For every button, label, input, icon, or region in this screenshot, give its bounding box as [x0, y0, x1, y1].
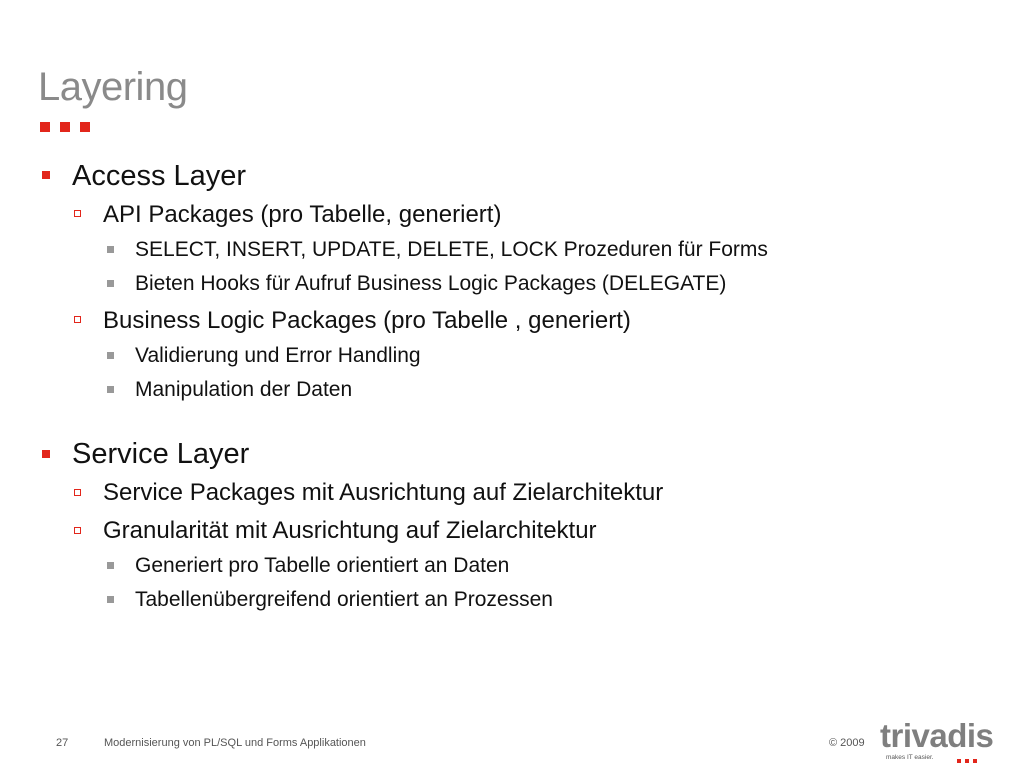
title-accent-dot — [80, 122, 90, 132]
logo-tagline: makes IT easier. — [886, 754, 934, 761]
logo-accent-dots — [957, 759, 977, 763]
bullet-level3: Manipulation der Daten — [135, 378, 353, 401]
logo-accent-dot — [973, 759, 977, 763]
bullet-level3: Tabellenübergreifend orientiert an Prozessen — [135, 588, 553, 611]
bullet-level1: Service Layer — [72, 438, 250, 470]
bullet-hollow-square-icon — [74, 489, 81, 496]
bullet-level1: Access Layer — [72, 160, 247, 192]
bullet-level3: SELECT, INSERT, UPDATE, DELETE, LOCK Prozeduren für Forms — [135, 238, 768, 261]
title-accent-dots — [40, 122, 90, 132]
bullet-hollow-square-icon — [74, 210, 81, 217]
bullet-level2: Service Packages mit Ausrichtung auf Zielarchitektur — [103, 479, 664, 506]
slide-title: Layering — [38, 65, 188, 109]
bullet-square-icon — [42, 450, 50, 458]
bullet-level2: Granularität mit Ausrichtung auf Zielarchitektur — [103, 517, 597, 544]
logo-accent-dot — [965, 759, 969, 763]
copyright: © 2009 — [829, 737, 865, 749]
bullet-small-square-icon — [107, 280, 114, 287]
bullet-hollow-square-icon — [74, 316, 81, 323]
bullet-level3: Generiert pro Tabelle orientiert an Daten — [135, 554, 510, 577]
bullet-level2: Business Logic Packages (pro Tabelle , generiert) — [103, 307, 631, 334]
bullet-small-square-icon — [107, 562, 114, 569]
bullet-small-square-icon — [107, 246, 114, 253]
trivadis-logo — [880, 717, 994, 766]
bullet-small-square-icon — [107, 386, 114, 393]
presentation-title: Modernisierung von PL/SQL und Forms Applikationen — [104, 737, 366, 749]
title-accent-dot — [40, 122, 50, 132]
bullet-hollow-square-icon — [74, 527, 81, 534]
bullet-small-square-icon — [107, 596, 114, 603]
bullet-level3: Validierung und Error Handling — [135, 344, 421, 367]
page-number: 27 — [56, 737, 69, 749]
title-accent-dot — [60, 122, 70, 132]
logo-wordmark: trivadis — [880, 717, 994, 754]
bullet-small-square-icon — [107, 352, 114, 359]
bullet-square-icon — [42, 171, 50, 179]
bullet-level2: API Packages (pro Tabelle, generiert) — [103, 201, 502, 228]
bullet-level3: Bieten Hooks für Aufruf Business Logic Packages (DELEGATE) — [135, 272, 727, 295]
logo-accent-dot — [957, 759, 961, 763]
